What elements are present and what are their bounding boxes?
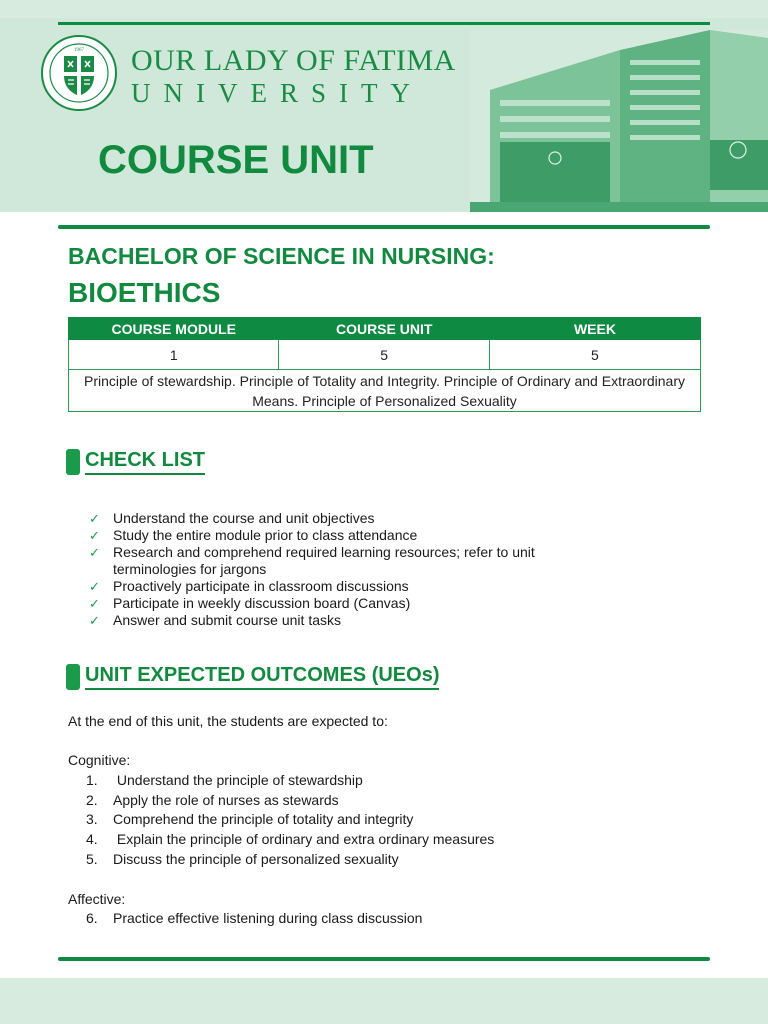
item-text: Practice effective listening during class discussion [113,910,423,926]
header-divider [58,225,710,229]
checklist-heading [66,449,205,475]
list-item [89,595,563,612]
checkmark-icon: ✓ [89,613,100,628]
checklist-item-text: Proactively participate in classroom discussions [113,578,409,594]
subject-title: BIOETHICS [68,277,221,308]
item-text: Explain the principle of ordinary and extra ordinary measures [113,831,495,848]
item-number: 1. [86,772,98,788]
checklist-item-text: Study the entire module prior to class attendance [113,527,418,543]
item-text: Comprehend the principle of totality and integrity [113,811,414,828]
course-module-value: 1 [69,340,279,370]
list-item [89,527,563,544]
section-marker-icon [66,664,80,690]
checklist-item-text: Answer and submit course unit tasks [113,612,341,628]
item-number: 5. [86,850,98,867]
checkmark-icon: ✓ [89,596,100,611]
item-number: 4. [86,831,98,848]
checkmark-icon: ✓ [89,545,100,560]
header-course-module: COURSE MODULE [69,318,279,340]
list-item [86,831,494,851]
university-seal-icon [40,34,118,112]
footer-divider [58,957,710,961]
item-number: 2. [86,791,98,808]
affective-label: Affective: [68,891,126,907]
checklist-item-text: Participate in weekly discussion board (Canvas) [113,595,411,611]
footer-band [0,978,768,1024]
header-top-rule [58,22,710,25]
header-top-strip [0,0,768,18]
item-number: 6. [86,910,98,926]
checkmark-icon: ✓ [89,511,100,526]
list-item [89,612,563,629]
checklist-item-text: Understand the course and unit objectives [113,510,375,526]
header-course-unit: COURSE UNIT [279,318,489,340]
item-text: Apply the role of nurses as stewards [113,791,339,808]
seal-year: 1967 [74,48,84,53]
list-item [86,811,494,831]
checkmark-icon: ✓ [89,528,100,543]
program-title: BACHELOR OF SCIENCE IN NURSING: [68,243,495,269]
topics-cell: Principle of stewardship. Principle of Totality and Integrity. Principle of Ordinary and Extraordinary Means. Principle of Personalized Sexuality [69,370,701,412]
section-marker-icon [66,449,80,475]
list-item [89,544,563,578]
course-unit-value: 5 [279,340,489,370]
university-name-line2: UNIVERSITY [131,78,423,108]
course-info-table [68,317,701,412]
outcomes-intro: At the end of this unit, the students are expected to: [68,713,388,729]
outcomes-heading-label: UNIT EXPECTED OUTCOMES (UEOs) [85,664,439,690]
item-text: Discuss the principle of personalized sexuality [113,850,399,867]
page-title: COURSE UNIT [98,138,374,182]
list-item [89,578,563,595]
list-item [86,772,494,792]
item-text: Understand the principle of stewardship [113,772,363,788]
cognitive-label: Cognitive: [68,752,131,768]
list-item [86,792,494,812]
university-name-line1: OUR LADY OF FATIMA [131,44,456,77]
list-item [89,510,563,527]
week-value: 5 [489,340,700,370]
checklist [89,510,563,629]
checkmark-icon: ✓ [89,579,100,594]
item-number: 3. [86,811,98,828]
table-row [69,340,701,370]
checklist-item-text: Research and comprehend required learning resources; refer to unit terminologies for jargons [113,544,535,577]
campus-building-image [470,30,768,212]
list-item [86,851,494,871]
affective-list [86,910,422,930]
table-row [69,370,701,412]
header-week: WEEK [489,318,700,340]
cognitive-list [86,772,494,870]
checklist-heading-label: CHECK LIST [85,449,205,475]
outcomes-heading [66,664,439,690]
list-item [86,910,422,930]
